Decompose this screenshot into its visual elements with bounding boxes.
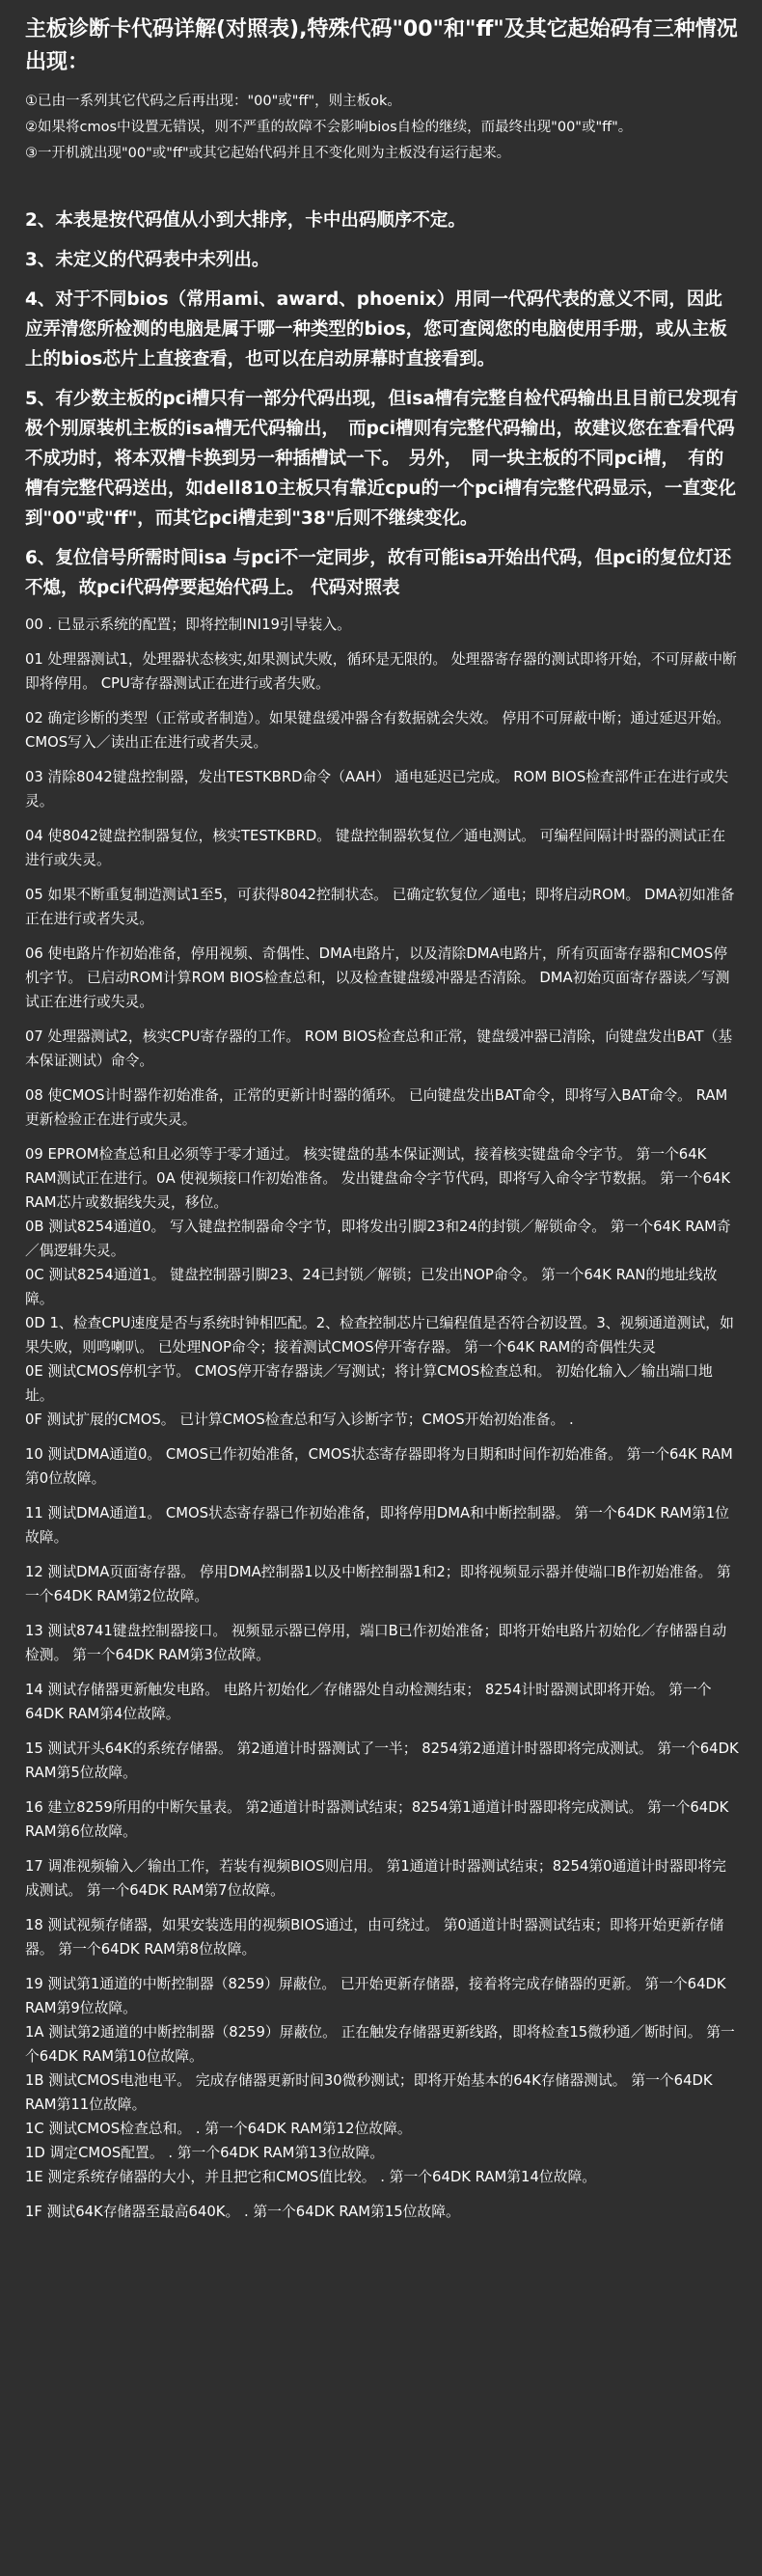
code-entry: 06 使电路片作初始准备，停用视频、奇偶性、DMA电路片，以及清除DMA电路片，所有页面寄存器和CMOS停机字节。 已启动ROM计算ROM BIOS检查总和，以及检查键盘缓冲器是否清除。 DMA初始页面寄存器读／写测试正在进行或失灵。 xyxy=(25,945,730,1010)
code-entry: 0D 1、检查CPU速度是否与系统时钟相匹配。2、检查控制芯片已编程值是否符合初设置。3、视频通道测试，如果失败，则鸣喇叭。 已处理NOP命令；接着测试CMOS停开寄存器。 第一个64K RAM的奇偶性失灵 xyxy=(25,1315,734,1356)
code-entry: 1E 测定系统存储器的大小，并且把它和CMOS值比较。 . 第一个64DK RAM第14位故障。 xyxy=(25,2169,597,2185)
code-entry: 0C 测试8254通道1。 键盘控制器引脚23、24已封锁／解锁；已发出NOP命令。 第一个64K RAN的地址线故障。 xyxy=(25,1267,718,1307)
code-entry: 02 确定诊断的类型（正常或者制造）。如果键盘缓冲器含有数据就会失效。 停用不可屏蔽中断；通过延迟开始。 CMOS写入／读出正在进行或者失灵。 xyxy=(25,710,731,751)
note-item: 5、有少数主板的pci槽只有一部分代码出现，但isa槽有完整自检代码输出且目前已发现有极个别原装机主板的isa槽无代码输出， 而pci槽则有完整代码输出，故建议您在查看代码不成功时，将本双槽卡换到另一种插槽试一下。 另外， 同一块主板的不同pci槽， 有的槽有完整代码送出，如dell810主板只有靠近cpu的一个pci槽有完整代码显示，一直变化到"00"或"ff"，而其它pci槽走到"38"后则不继续变化。 xyxy=(25,389,739,529)
intro-list xyxy=(25,89,739,167)
note-item: 3、未定义的代码表中未列出。 xyxy=(25,250,270,270)
code-entry: 16 建立8259所用的中断矢量表。 第2通道计时器测试结束；8254第1通道计时器即将完成测试。 第一个64DK RAM第6位故障。 xyxy=(25,1799,729,1840)
code-entry: 1B 测试CMOS电池电平。 完成存储器更新时间30微秒测试；即将开始基本的64K存储器测试。 第一个64DK RAM第11位故障。 xyxy=(25,2072,713,2113)
code-entry: 01 处理器测试1，处理器状态核实,如果测试失败，循环是无限的。 处理器寄存器的测试即将开始，不可屏蔽中断即将停用。 CPU寄存器测试正在进行或者失败。 xyxy=(25,651,737,692)
code-entry: 0F 测试扩展的CMOS。 已计算CMOS检查总和写入诊断字节；CMOS开始初始准备。 . xyxy=(25,1411,574,1428)
code-entry: 05 如果不断重复制造测试1至5，可获得8042控制状态。 已确定软复位／通电；即将启动ROM。 DMA初如准备正在进行或者失灵。 xyxy=(25,887,735,927)
code-table xyxy=(25,613,739,2224)
code-entry: 1F 测试64K存储器至最高640K。 . 第一个64DK RAM第15位故障。 xyxy=(25,2204,460,2220)
note-item: 2、本表是按代码值从小到大排序，卡中出码顺序不定。 xyxy=(25,210,466,231)
code-entry: 1A 测试第2通道的中断控制器（8259）屏蔽位。 正在触发存储器更新线路，即将检查15微秒通／断时间。 第一个64DK RAM第10位故障。 xyxy=(25,2024,735,2065)
code-entry: 10 测试DMA通道0。 CMOS已作初始准备，CMOS状态寄存器即将为日期和时间作初始准备。 第一个64K RAM第0位故障。 xyxy=(25,1446,733,1487)
intro-item: ②如果将cmos中设置无错误，则不严重的故障不会影响bios自检的继续，而最终出现"00"或"ff"。 xyxy=(25,120,633,135)
code-entry: 11 测试DMA通道1。 CMOS状态寄存器已作初始准备，即将停用DMA和中断控制器。 第一个64DK RAM第1位故障。 xyxy=(25,1505,729,1546)
code-entry: 19 测试第1通道的中断控制器（8259）屏蔽位。 已开始更新存储器，接着将完成存储器的更新。 第一个64DK RAM第9位故障。 xyxy=(25,1976,726,2016)
code-entry: 18 测试视频存储器，如果安装选用的视频BIOS通过，由可绕过。 第0通道计时器测试结束；即将开始更新存储器。 第一个64DK RAM第8位故障。 xyxy=(25,1917,724,1958)
code-entry: 04 使8042键盘控制器复位，核实TESTKBRD。 键盘控制器软复位／通电测试。 可编程间隔计时器的测试正在进行或失灵。 xyxy=(25,828,726,868)
code-entry: 00 . 已显示系统的配置；即将控制INI19引导装入。 xyxy=(25,617,351,633)
code-entry: 03 清除8042键盘控制器，发出TESTKBRD命令（AAH） 通电延迟已完成。 ROM BIOS检查部件正在进行或失灵。 xyxy=(25,769,729,809)
code-entry: 09 EPROM检查总和且必须等于零才通过。 核实键盘的基本保证测试，接着核实键盘命令字节。 第一个64K RAM测试正在进行。0A 使视频接口作初始准备。 发出键盘命令字节代码，即将写入命令字节数据。 第一个64K RAM芯片或数据线失灵，移位。 xyxy=(25,1146,731,1211)
notes-list xyxy=(25,206,739,603)
code-entry: 12 测试DMA页面寄存器。 停用DMA控制器1以及中断控制器1和2；即将视频显示器并使端口B作初始准备。 第一个64DK RAM第2位故障。 xyxy=(25,1564,731,1604)
note-item: 6、复位信号所需时间isa 与pci不一定同步，故有可能isa开始出代码，但pci的复位灯还不熄，故pci代码停要起始代码上。 代码对照表 xyxy=(25,548,732,598)
code-entry: 0E 测试CMOS停机字节。 CMOS停开寄存器读／写测试；将计算CMOS检查总和。 初始化输入／输出端口地址。 xyxy=(25,1363,713,1404)
intro-item: ③一开机就出现"00"或"ff"或其它起始代码并且不变化则为主板没有运行起来。 xyxy=(25,146,511,161)
note-item: 4、对于不同bios（常用ami、award、phoenix）用同一代码代表的意义不同，因此应弄清您所检测的电脑是属于哪一种类型的bios，您可查阅您的电脑使用手册，或从主板上的bios芯片上直接查看，也可以在启动屏幕时直接看到。 xyxy=(25,289,727,370)
document-title: 主板诊断卡代码详解(对照表),特殊代码"00"和"ff"及其它起始码有三种情况出现： xyxy=(25,17,738,74)
code-entry: 15 测试开头64K的系统存储器。 第2通道计时器测试了一半； 8254第2通道计时器即将完成测试。 第一个64DK RAM第5位故障。 xyxy=(25,1740,739,1781)
code-entry: 13 测试8741键盘控制器接口。 视频显示器已停用，端口B已作初始准备；即将开始电路片初始化／存储器自动检测。 第一个64DK RAM第3位故障。 xyxy=(25,1623,727,1663)
code-entry: 14 测试存储器更新触发电路。 电路片初始化／存储器处自动检测结束； 8254计时器测试即将开始。 第一个64DK RAM第4位故障。 xyxy=(25,1682,712,1722)
intro-item: ①已由一系列其它代码之后再出现："00"或"ff"，则主板ok。 xyxy=(25,94,401,109)
code-entry: 08 使CMOS计时器作初始准备，正常的更新计时器的循环。 已向键盘发出BAT命令，即将写入BAT命令。 RAM更新检验正在进行或失灵。 xyxy=(25,1087,728,1128)
code-entry: 17 调准视频输入／输出工作，若装有视频BIOS则启用。 第1通道计时器测试结束；8254第0通道计时器即将完成测试。 第一个64DK RAM第7位故障。 xyxy=(25,1858,726,1899)
code-entry: 07 处理器测试2，核实CPU寄存器的工作。 ROM BIOS检查总和正常，键盘缓冲器已清除，向键盘发出BAT（基本保证测试）命令。 xyxy=(25,1028,733,1069)
code-entry: 1C 测试CMOS检查总和。 . 第一个64DK RAM第12位故障。 xyxy=(25,2121,412,2137)
code-entry: 1D 调定CMOS配置。 . 第一个64DK RAM第13位故障。 xyxy=(25,2145,385,2161)
code-entry: 0B 测试8254通道0。 写入键盘控制器命令字节，即将发出引脚23和24的封锁／解锁命令。 第一个64K RAM奇／偶逻辑失灵。 xyxy=(25,1219,731,1259)
